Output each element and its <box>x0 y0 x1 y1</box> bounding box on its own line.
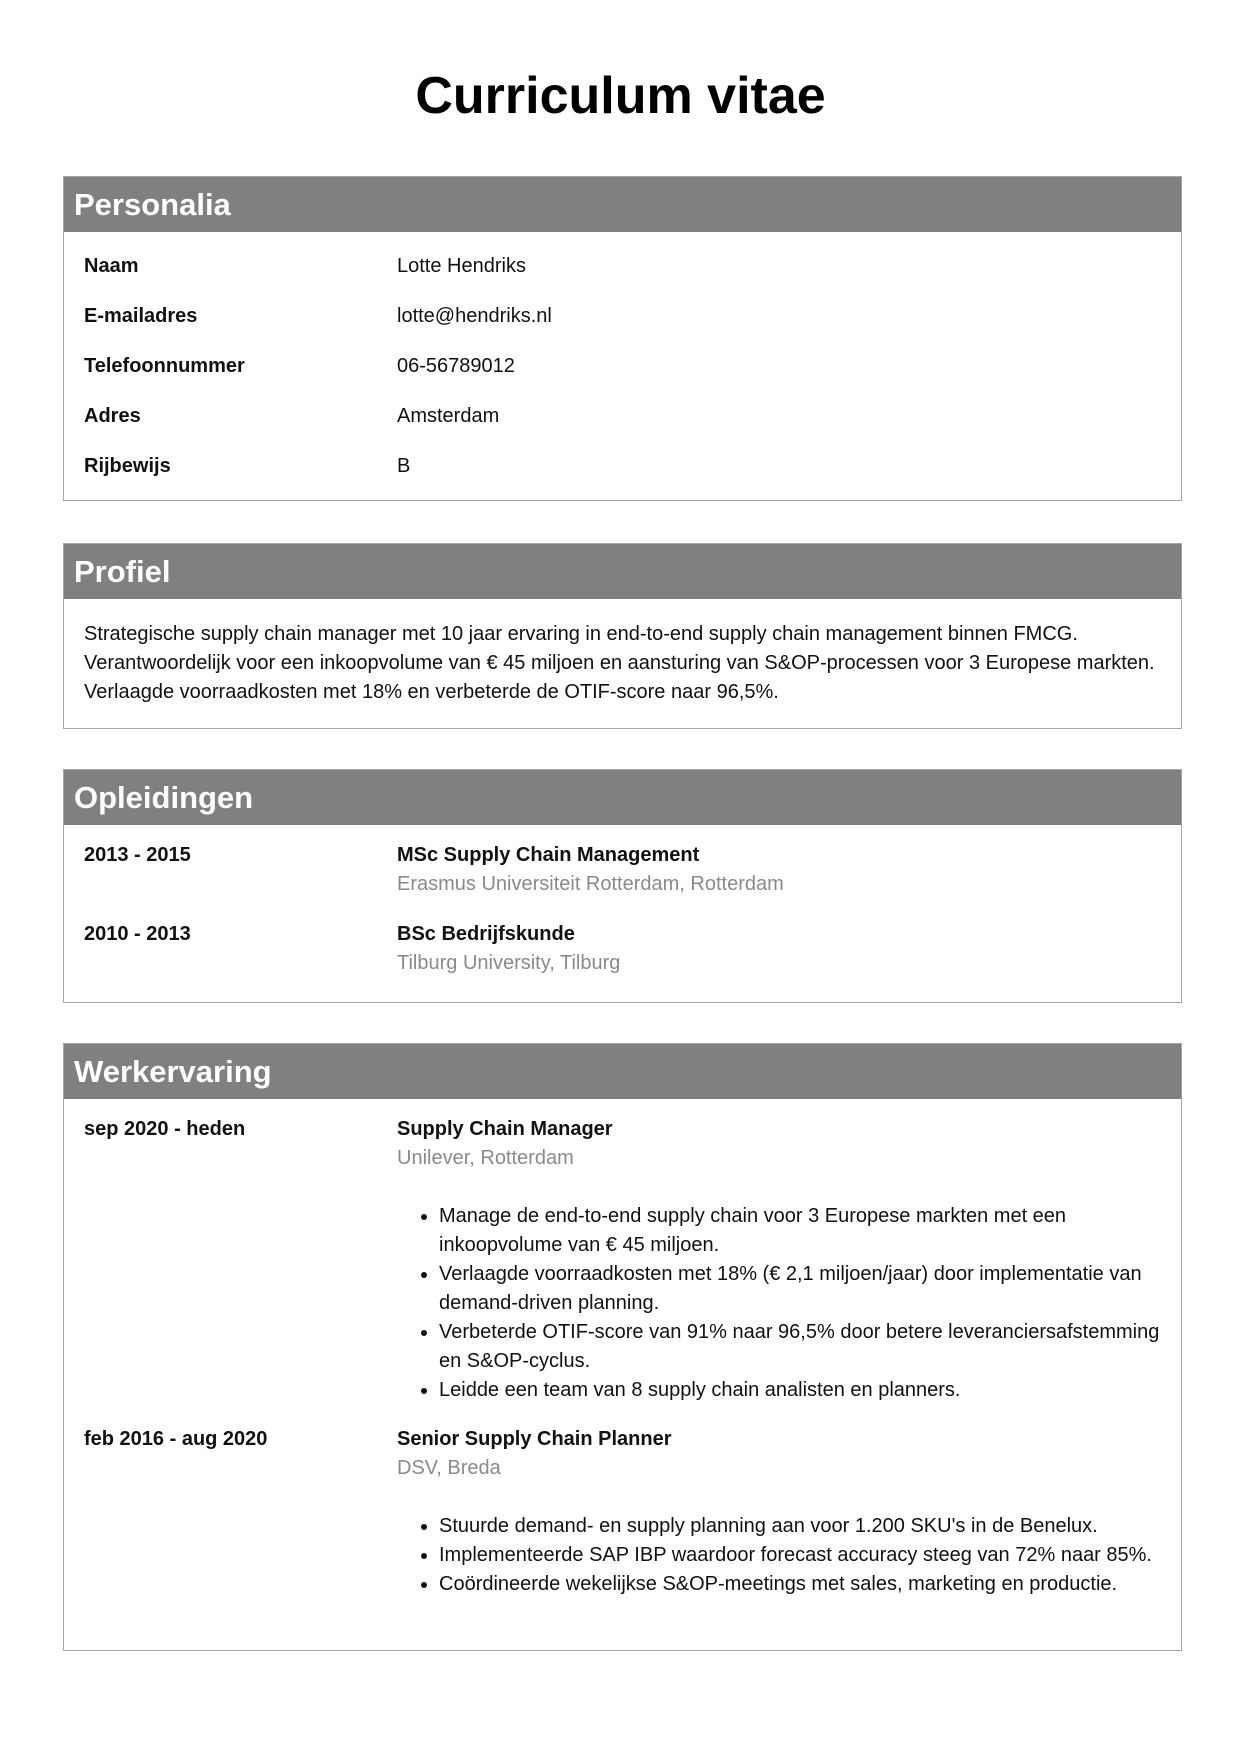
personalia-label: Rijbewijs <box>84 454 171 477</box>
education-institution: Erasmus Universiteit Rotterdam, Rotterdam <box>397 873 784 895</box>
personalia-section <box>63 176 1182 501</box>
personalia-value: 06-56789012 <box>397 354 515 377</box>
work-entry <box>84 1115 1161 1405</box>
personalia-value: lotte@hendriks.nl <box>397 304 552 327</box>
work-achievement: • Verbeterde OTIF-score van 91% naar 96,5% door betere leveranciersafstemming en S&OP-cyclus. <box>439 1318 1161 1376</box>
work-achievement: • Manage de end-to-end supply chain voor 3 Europese markten met een inkoopvolume van € 45 miljoen. <box>439 1202 1161 1260</box>
education-degree: BSc Bedrijfskunde <box>397 923 575 945</box>
personalia-label: E-mailadres <box>84 304 198 327</box>
education-date: 2013 - 2015 <box>84 844 191 866</box>
werkervaring-section <box>63 1043 1182 1651</box>
work-date: feb 2016 - aug 2020 <box>84 1428 268 1450</box>
personalia-value: Amsterdam <box>397 404 500 427</box>
work-entry <box>84 1425 1161 1599</box>
profiel-heading: Profiel <box>64 544 1181 599</box>
personalia-row <box>84 341 1161 391</box>
work-date: sep 2020 - heden <box>84 1118 246 1140</box>
work-achievement: • Implementeerde SAP IBP waardoor forecast accuracy steeg van 72% naar 85%. <box>439 1541 1161 1570</box>
personalia-label: Naam <box>84 254 139 277</box>
work-achievements <box>397 1512 1161 1599</box>
personalia-label: Adres <box>84 404 141 427</box>
education-degree: MSc Supply Chain Management <box>397 844 700 866</box>
education-entry <box>84 920 1161 978</box>
work-achievement: • Coördineerde wekelijkse S&OP-meetings met sales, marketing en productie. <box>439 1570 1161 1599</box>
work-achievements <box>397 1202 1161 1405</box>
work-job-title: Senior Supply Chain Planner <box>397 1428 672 1450</box>
education-entry <box>84 841 1161 899</box>
personalia-row <box>84 291 1161 341</box>
personalia-row <box>84 441 1161 491</box>
personalia-label: Telefoonnummer <box>84 354 245 377</box>
opleidingen-section <box>63 769 1182 1003</box>
profiel-section <box>63 543 1182 729</box>
work-achievement: • Stuurde demand- en supply planning aan voor 1.200 SKU's in de Benelux. <box>439 1512 1161 1541</box>
opleidingen-heading: Opleidingen <box>64 770 1181 825</box>
work-job-title: Supply Chain Manager <box>397 1118 613 1140</box>
werkervaring-heading: Werkervaring <box>64 1044 1181 1099</box>
work-employer: Unilever, Rotterdam <box>397 1147 574 1169</box>
work-achievement: • Verlaagde voorraadkosten met 18% (€ 2,1 miljoen/jaar) door implementatie van demand-driven planning. <box>439 1260 1161 1318</box>
personalia-row <box>84 391 1161 441</box>
work-achievement: • Leidde een team van 8 supply chain analisten en planners. <box>439 1376 1161 1405</box>
personalia-row <box>84 241 1161 291</box>
personalia-value: B <box>397 454 411 477</box>
document-title: Curriculum vitae <box>415 67 826 125</box>
profile-summary: Strategische supply chain manager met 10 jaar ervaring in end-to-end supply chain management binnen FMCG. Verantwoordelijk voor een inkoopvolume van € 45 miljoen en aansturing van S&OP-processen voor 3 Europese markten. Verlaagde voorraadkosten met 18% en verbeterde de OTIF-score naar 96,5%. <box>84 623 1155 703</box>
work-employer: DSV, Breda <box>397 1457 501 1479</box>
personalia-value: Lotte Hendriks <box>397 254 526 277</box>
education-institution: Tilburg University, Tilburg <box>397 952 621 974</box>
personalia-heading: Personalia <box>64 177 1181 232</box>
education-date: 2010 - 2013 <box>84 923 191 945</box>
